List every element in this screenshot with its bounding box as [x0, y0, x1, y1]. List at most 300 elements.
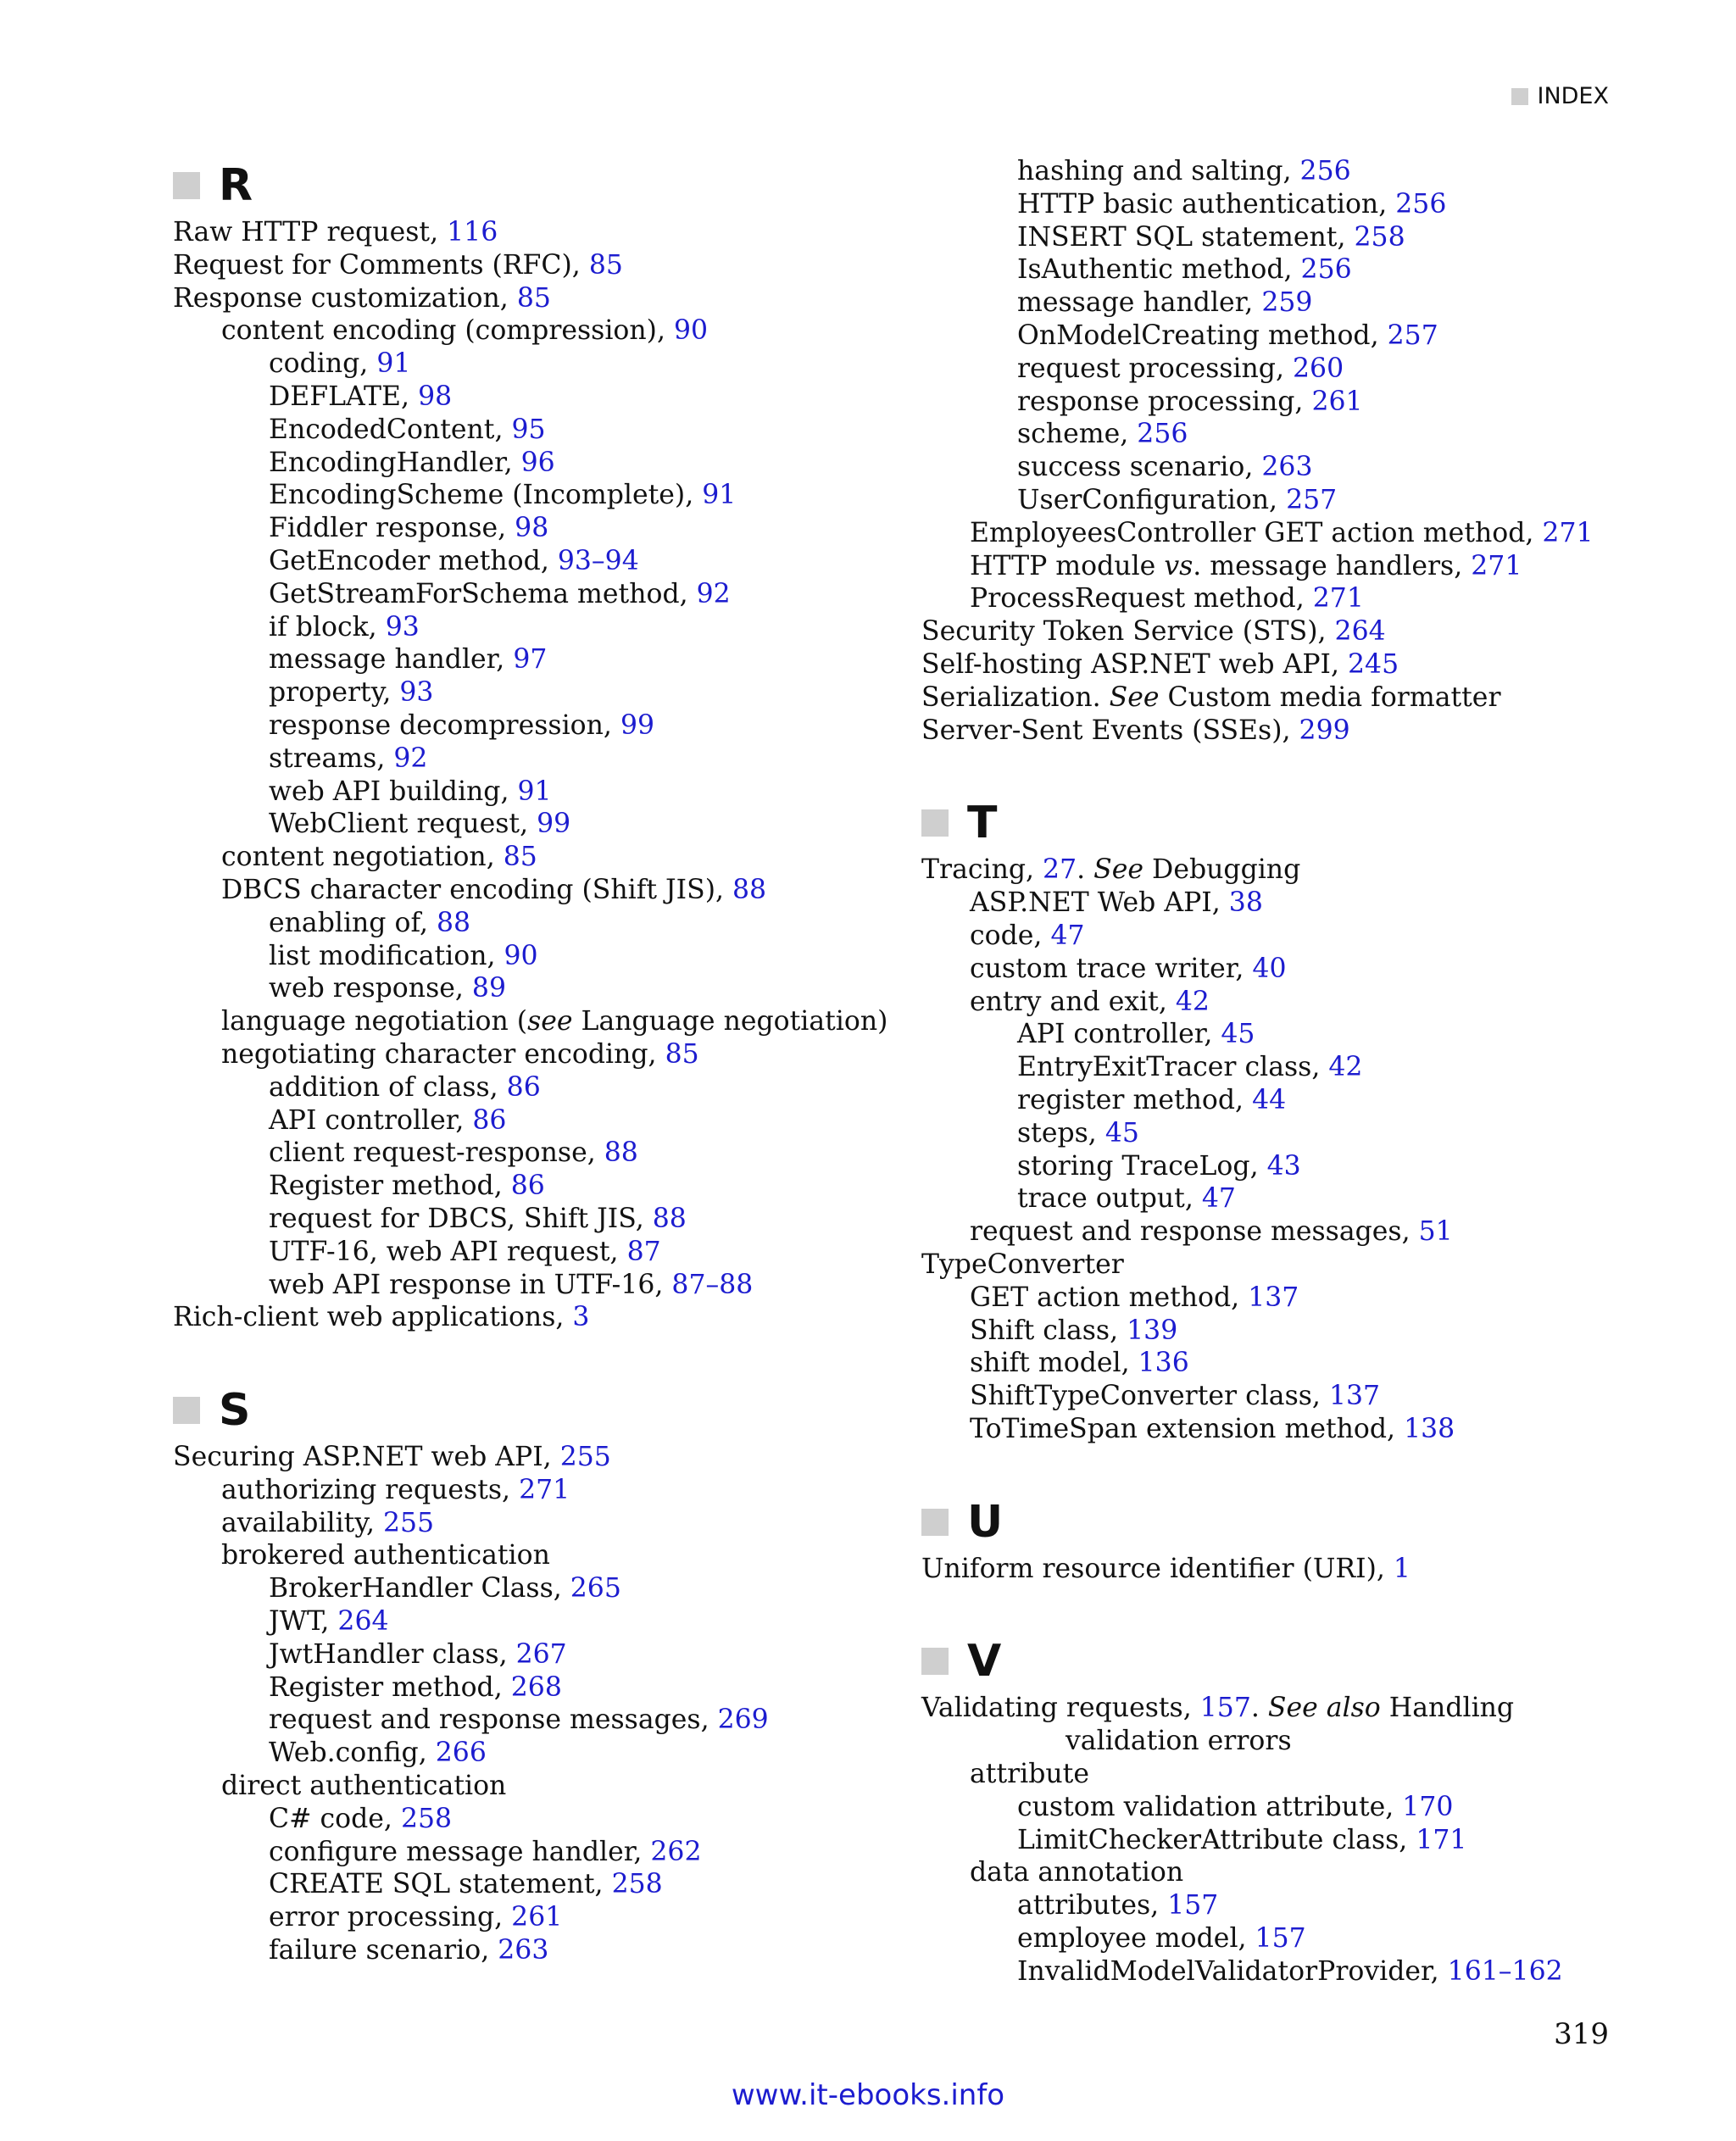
section-square-icon [173, 1397, 200, 1424]
page-reference-link[interactable]: 98 [418, 381, 453, 412]
entry-term: Server-Sent Events (SSEs), [921, 715, 1299, 746]
index-column-right [921, 155, 1667, 1988]
index-entry [173, 940, 902, 973]
index-entry [921, 681, 1667, 715]
index-entry [173, 1704, 902, 1737]
section-letter: R [219, 160, 253, 211]
section-letter: S [219, 1385, 251, 1437]
section-gap [173, 1334, 902, 1380]
index-entry [173, 874, 902, 907]
section-gap [921, 1446, 1667, 1492]
entry-term: trace output, [1017, 1183, 1202, 1215]
index-entry [173, 676, 902, 709]
page-reference-link[interactable]: 92 [393, 742, 428, 774]
index-entry [173, 216, 902, 249]
index-entry [921, 1051, 1667, 1084]
entry-term: data annotation [970, 1857, 1184, 1888]
entry-term: coding, [269, 348, 377, 380]
index-entry [921, 648, 1667, 681]
section-letter: T [967, 798, 998, 849]
index-entry [173, 512, 902, 545]
index-entry [173, 1474, 902, 1507]
page-reference-link[interactable]: 3 [572, 1302, 590, 1333]
index-entry [921, 854, 1667, 887]
page-reference-link[interactable]: 265 [570, 1573, 621, 1604]
entry-term: custom trace writer, [970, 953, 1253, 984]
index-entry [173, 1572, 902, 1605]
page-reference-link[interactable]: 161–162 [1447, 1955, 1563, 1987]
entry-term: API controller, [269, 1104, 473, 1136]
entry-term: Raw HTTP request, [173, 217, 448, 247]
entry-term: hashing and salting, [1017, 156, 1300, 186]
entry-term: request and response messages, [269, 1704, 718, 1736]
page-reference-link[interactable]: 97 [513, 644, 548, 676]
see-reference-italic: See also [1267, 1693, 1381, 1724]
page-reference-link[interactable]: 42 [1175, 986, 1210, 1017]
index-entry [173, 1301, 902, 1334]
page-reference-link[interactable]: 255 [382, 1507, 435, 1538]
index-entry [921, 715, 1667, 748]
index-entry [921, 887, 1667, 920]
page-reference-link[interactable]: 91 [376, 348, 411, 380]
index-entry [921, 920, 1667, 953]
index-entry [921, 1413, 1667, 1446]
index-entry [921, 353, 1667, 386]
section-square-icon [921, 1648, 949, 1675]
page-reference-link[interactable]: 263 [498, 1935, 549, 1966]
page-reference-link[interactable]: 260 [1292, 353, 1344, 384]
index-entry [921, 517, 1667, 550]
index-entry [173, 1236, 902, 1269]
index-entry [921, 1725, 1667, 1758]
index-entry [921, 188, 1667, 221]
index-entry [173, 1671, 902, 1704]
header-label: INDEX [1537, 83, 1609, 109]
entry-term: scheme, [1017, 419, 1138, 450]
page-reference-link[interactable]: 263 [1261, 452, 1313, 483]
index-entry [173, 1539, 902, 1572]
index-entry [173, 1737, 902, 1770]
index-entry [921, 1922, 1667, 1955]
running-header [1511, 83, 1609, 109]
section-square-icon [921, 809, 949, 837]
page-reference-link[interactable]: 99 [620, 709, 655, 741]
entry-term-continued: Debugging [1143, 854, 1301, 886]
entry-term: EncodingHandler, [269, 447, 521, 478]
page-reference-link[interactable]: 268 [510, 1671, 562, 1703]
entry-term: steps, [1017, 1117, 1105, 1148]
index-entry [921, 1553, 1667, 1586]
index-entry [173, 972, 902, 1005]
entry-term: Rich-client web applications, [173, 1302, 573, 1333]
page-reference-link[interactable]: 137 [1248, 1282, 1299, 1313]
entry-term: Securing ASP.NET web API, [173, 1442, 560, 1473]
section-gap [921, 1585, 1667, 1631]
page-reference-link[interactable]: 271 [1471, 550, 1522, 581]
page-reference-link[interactable]: 116 [447, 217, 498, 247]
page-reference-link[interactable]: 259 [1261, 287, 1313, 319]
index-entry [921, 451, 1667, 484]
section-heading-s [173, 1380, 902, 1441]
entry-term: Uniform resource identifier (URI), [921, 1553, 1394, 1584]
page-reference-link[interactable]: 90 [504, 940, 538, 971]
page-reference-link[interactable]: 99 [537, 809, 571, 840]
page-reference-link[interactable]: 45 [1104, 1117, 1139, 1148]
index-entry [921, 1084, 1667, 1117]
section-gap [921, 747, 1667, 792]
page-reference-link[interactable]: 256 [1299, 156, 1351, 186]
index-entry [921, 418, 1667, 451]
entry-term: message handler, [1017, 287, 1262, 319]
page-reference-link[interactable]: 40 [1252, 953, 1287, 984]
index-entry [921, 1282, 1667, 1315]
entry-term: streams, [269, 742, 394, 774]
page-reference-link[interactable]: 42 [1328, 1052, 1363, 1083]
entry-term: EncodingScheme (Incomplete), [269, 480, 703, 511]
index-entry [921, 582, 1667, 615]
page-reference-link[interactable]: 261 [511, 1902, 563, 1933]
index-entry [173, 1836, 902, 1869]
page-reference-link[interactable]: 93 [385, 611, 420, 642]
index-entry [173, 1104, 902, 1137]
page-reference-link[interactable]: 136 [1138, 1348, 1189, 1379]
index-entry [173, 1269, 902, 1302]
page-reference-link[interactable]: 27 [1043, 854, 1077, 886]
entry-term: Register method, [269, 1171, 511, 1202]
entry-term: failure scenario, [269, 1935, 498, 1966]
index-column-left [173, 155, 902, 1967]
entry-term: Fiddler response, [269, 513, 515, 544]
index-entry [173, 1005, 902, 1038]
entry-term-continued: Language negotiation) [572, 1006, 888, 1037]
page-reference-link[interactable]: 256 [1395, 188, 1447, 220]
entry-term: WebClient request, [269, 809, 537, 840]
index-entry [921, 1856, 1667, 1889]
index-entry [173, 1770, 902, 1803]
entry-term: brokered authentication [221, 1540, 550, 1571]
entry-term: BrokerHandler Class, [269, 1573, 570, 1604]
page-reference-link[interactable]: 96 [520, 447, 555, 478]
entry-term: language negotiation ( [221, 1006, 528, 1037]
index-entry [921, 986, 1667, 1019]
see-reference-italic: vs [1164, 550, 1194, 581]
page-reference-link[interactable]: 86 [510, 1171, 545, 1202]
entry-term: error processing, [269, 1902, 512, 1933]
page-reference-link[interactable]: 257 [1387, 320, 1438, 351]
page-reference-link[interactable]: 139 [1127, 1315, 1178, 1346]
page-reference-link[interactable]: 261 [1311, 386, 1363, 417]
entry-term: direct authentication [221, 1771, 507, 1802]
entry-term: GetEncoder method, [269, 545, 558, 576]
page-reference-link[interactable]: 266 [435, 1738, 487, 1769]
index-entry [173, 348, 902, 381]
entry-term: Security Token Service (STS), [921, 616, 1335, 648]
see-reference-italic: see [527, 1006, 573, 1037]
page-reference-link[interactable]: 88 [437, 907, 471, 938]
index-entry [921, 1315, 1667, 1348]
entry-term: Shift class, [970, 1315, 1127, 1346]
index-entry [173, 1507, 902, 1540]
entry-term: code, [970, 920, 1051, 951]
page-reference-link[interactable]: 245 [1348, 648, 1399, 680]
entry-term: InvalidModelValidatorProvider, [1017, 1955, 1448, 1987]
entry-term-continued: . message handlers, [1193, 550, 1472, 581]
entry-term: property, [269, 677, 400, 709]
index-entry [921, 286, 1667, 320]
entry-term: request and response messages, [970, 1216, 1419, 1248]
page-reference-link[interactable]: 88 [652, 1203, 687, 1234]
index-entry [921, 550, 1667, 583]
entry-term: JwtHandler class, [269, 1638, 516, 1670]
page-reference-link[interactable]: 171 [1416, 1824, 1467, 1855]
header-square-icon [1511, 88, 1528, 105]
index-entry [173, 1441, 902, 1474]
entry-term: HTTP module [970, 550, 1165, 581]
index-entry [173, 578, 902, 611]
page-reference-link[interactable]: 85 [665, 1038, 699, 1070]
entry-term: JWT, [269, 1606, 338, 1638]
entry-term: enabling of, [269, 907, 437, 938]
index-entry [921, 1824, 1667, 1857]
page-reference-link[interactable]: 258 [611, 1869, 663, 1900]
index-entry [173, 643, 902, 676]
entry-term: response processing, [1017, 386, 1312, 417]
page-reference-link[interactable]: 91 [702, 480, 737, 511]
page-reference-link[interactable]: 91 [517, 776, 552, 807]
index-entry [921, 1182, 1667, 1215]
index-entry [173, 381, 902, 414]
page-reference-link[interactable]: 92 [696, 578, 731, 609]
see-reference-italic: See [1093, 854, 1144, 886]
page-reference-link[interactable]: 157 [1167, 1890, 1219, 1921]
index-entry [921, 253, 1667, 286]
entry-term: HTTP basic authentication, [1017, 188, 1396, 220]
entry-term: attributes, [1017, 1890, 1168, 1921]
entry-term: Serialization. [921, 681, 1110, 713]
page-reference-link[interactable]: 170 [1402, 1791, 1454, 1822]
entry-term: if block, [269, 611, 386, 642]
footer-link[interactable]: www.it-ebooks.info [731, 2078, 1005, 2112]
index-entry [921, 1889, 1667, 1922]
section-heading-r [173, 155, 902, 216]
entry-term: UTF-16, web API request, [269, 1236, 627, 1267]
entry-term: request for DBCS, Shift JIS, [269, 1203, 653, 1234]
index-entry [173, 611, 902, 644]
entry-term: TypeConverter [921, 1248, 1124, 1280]
page-reference-link[interactable]: 157 [1199, 1693, 1251, 1724]
section-heading-u [921, 1492, 1667, 1553]
page-reference-link[interactable]: 271 [519, 1474, 570, 1505]
entry-term: C# code, [269, 1803, 401, 1834]
page-reference-link[interactable]: 88 [604, 1137, 638, 1169]
entry-term: content encoding (compression), [221, 315, 674, 347]
entry-term: web response, [269, 973, 472, 1004]
page-reference-link[interactable]: 98 [515, 513, 549, 544]
page-reference-link[interactable]: 269 [717, 1704, 769, 1736]
entry-term: DEFLATE, [269, 381, 419, 412]
entry-term: custom validation attribute, [1017, 1791, 1403, 1822]
entry-term: LimitCheckerAttribute class, [1017, 1824, 1416, 1855]
page-number: 319 [1554, 2017, 1609, 2051]
page-reference-link[interactable]: 264 [337, 1606, 389, 1638]
index-entry [173, 1605, 902, 1638]
entry-term: list modification, [269, 940, 504, 971]
page-reference-link[interactable]: 85 [588, 249, 623, 281]
entry-term: response decompression, [269, 709, 620, 741]
entry-term: Web.config, [269, 1738, 436, 1769]
page-reference-link[interactable]: 258 [400, 1803, 453, 1834]
entry-term: EmployeesController GET action method, [970, 517, 1543, 548]
entry-term: content negotiation, [221, 842, 504, 873]
page-reference-link[interactable]: 138 [1404, 1413, 1455, 1444]
index-entry [921, 320, 1667, 353]
index-entry [173, 1203, 902, 1236]
entry-term-continued: . [1250, 1693, 1268, 1724]
entry-term: validation errors [1066, 1726, 1292, 1757]
index-entry [173, 1901, 902, 1934]
index-entry [173, 479, 902, 512]
entry-term: ShiftTypeConverter class, [970, 1381, 1329, 1412]
index-entry [173, 1934, 902, 1967]
page-reference-link[interactable]: 256 [1300, 254, 1352, 286]
entry-term: authorizing requests, [221, 1474, 520, 1505]
entry-term: ProcessRequest method, [970, 583, 1313, 614]
index-entry [173, 841, 902, 874]
entry-term: entry and exit, [970, 986, 1176, 1017]
page-reference-link[interactable]: 87 [626, 1236, 661, 1267]
entry-term: attribute [970, 1759, 1089, 1790]
section-heading-v [921, 1631, 1667, 1692]
entry-term: success scenario, [1017, 452, 1262, 483]
index-entry [173, 314, 902, 348]
entry-term: GetStreamForSchema method, [269, 578, 697, 609]
page-reference-link[interactable]: 271 [1312, 583, 1364, 614]
page-reference-link[interactable]: 95 [511, 414, 546, 445]
section-square-icon [921, 1509, 949, 1536]
page-reference-link[interactable]: 262 [650, 1836, 702, 1867]
section-heading-t [921, 792, 1667, 854]
entry-term: web API building, [269, 776, 518, 807]
entry-term: Tracing, [921, 854, 1043, 886]
index-entry [921, 1955, 1667, 1988]
index-entry [173, 1868, 902, 1901]
index-entry [921, 1347, 1667, 1380]
page-reference-link[interactable]: 85 [503, 842, 537, 873]
page-reference-link[interactable]: 1 [1393, 1553, 1410, 1584]
entry-term: Response customization, [173, 282, 517, 314]
page-reference-link[interactable]: 85 [516, 282, 551, 314]
entry-term: shift model, [970, 1348, 1138, 1379]
index-entry [921, 1018, 1667, 1051]
entry-term: request processing, [1017, 353, 1293, 384]
entry-term: IsAuthentic method, [1017, 254, 1301, 286]
page-reference-link[interactable]: 86 [472, 1104, 507, 1136]
page-reference-link[interactable]: 51 [1418, 1216, 1453, 1248]
section-letter: V [967, 1636, 1002, 1688]
index-entry [921, 221, 1667, 254]
page-reference-link[interactable]: 47 [1201, 1183, 1236, 1215]
entry-term: availability, [221, 1507, 383, 1538]
entry-term: message handler, [269, 644, 514, 676]
page-reference-link[interactable]: 258 [1354, 221, 1405, 253]
index-entry [173, 1071, 902, 1104]
index-entry [173, 447, 902, 480]
page-reference-link[interactable]: 90 [674, 315, 709, 347]
page-reference-link[interactable]: 157 [1255, 1923, 1306, 1955]
index-entry [921, 155, 1667, 188]
entry-term: Validating requests, [921, 1693, 1200, 1724]
index-entry [173, 742, 902, 776]
page-reference-link[interactable]: 256 [1137, 419, 1188, 450]
entry-term: Register method, [269, 1671, 511, 1703]
index-entry [921, 1380, 1667, 1413]
entry-term-continued: Custom media formatter [1159, 681, 1501, 713]
page-reference-link[interactable]: 255 [559, 1442, 611, 1473]
entry-term: ASP.NET Web API, [970, 887, 1229, 919]
index-entry [921, 386, 1667, 419]
index-entry [921, 1791, 1667, 1824]
page-reference-link[interactable]: 87–88 [671, 1269, 754, 1300]
index-entry [173, 776, 902, 809]
entry-term: EncodedContent, [269, 414, 512, 445]
page-reference-link[interactable]: 93 [399, 677, 434, 709]
page-reference-link[interactable]: 45 [1221, 1019, 1255, 1050]
page-reference-link[interactable]: 271 [1542, 517, 1594, 548]
index-entry [921, 1150, 1667, 1183]
page-reference-link[interactable]: 86 [506, 1071, 541, 1103]
index-entry [173, 709, 902, 742]
index-entry [921, 1215, 1667, 1248]
page-reference-link[interactable]: 47 [1050, 920, 1085, 951]
entry-term: negotiating character encoding, [221, 1038, 665, 1070]
page-reference-link[interactable]: 43 [1266, 1150, 1301, 1182]
index-entry [173, 907, 902, 940]
index-entry [921, 615, 1667, 648]
page-reference-link[interactable]: 264 [1334, 616, 1386, 648]
page-reference-link[interactable]: 93–94 [557, 545, 639, 576]
entry-term: UserConfiguration, [1017, 484, 1287, 515]
section-letter: U [967, 1496, 1004, 1548]
page-reference-link[interactable]: 267 [515, 1638, 567, 1670]
index-entry [173, 1638, 902, 1671]
page-reference-link[interactable]: 44 [1252, 1084, 1287, 1115]
page-reference-link[interactable]: 38 [1228, 887, 1263, 919]
index-entry [173, 249, 902, 282]
entry-term: Self-hosting ASP.NET web API, [921, 648, 1349, 680]
index-entry [173, 1038, 902, 1071]
entry-term: GET action method, [970, 1282, 1249, 1313]
page-reference-link[interactable]: 89 [471, 973, 506, 1004]
page-reference-link[interactable]: 299 [1299, 715, 1350, 746]
entry-term: configure message handler, [269, 1836, 651, 1867]
index-entry [173, 808, 902, 841]
entry-term: Request for Comments (RFC), [173, 249, 589, 281]
entry-term: register method, [1017, 1084, 1253, 1115]
page-reference-link[interactable]: 257 [1286, 484, 1338, 515]
index-entry [921, 953, 1667, 986]
index-entry [921, 1692, 1667, 1725]
entry-term-continued: Handling [1380, 1693, 1515, 1724]
page-reference-link[interactable]: 88 [732, 874, 767, 905]
page-reference-link[interactable]: 137 [1328, 1381, 1381, 1412]
entry-term: CREATE SQL statement, [269, 1869, 612, 1900]
index-entry [921, 1248, 1667, 1282]
entry-term: employee model, [1017, 1923, 1255, 1955]
entry-term: storing TraceLog, [1017, 1150, 1267, 1182]
entry-term: addition of class, [269, 1071, 507, 1103]
entry-term: DBCS character encoding (Shift JIS), [221, 874, 733, 905]
index-entry [173, 1803, 902, 1836]
